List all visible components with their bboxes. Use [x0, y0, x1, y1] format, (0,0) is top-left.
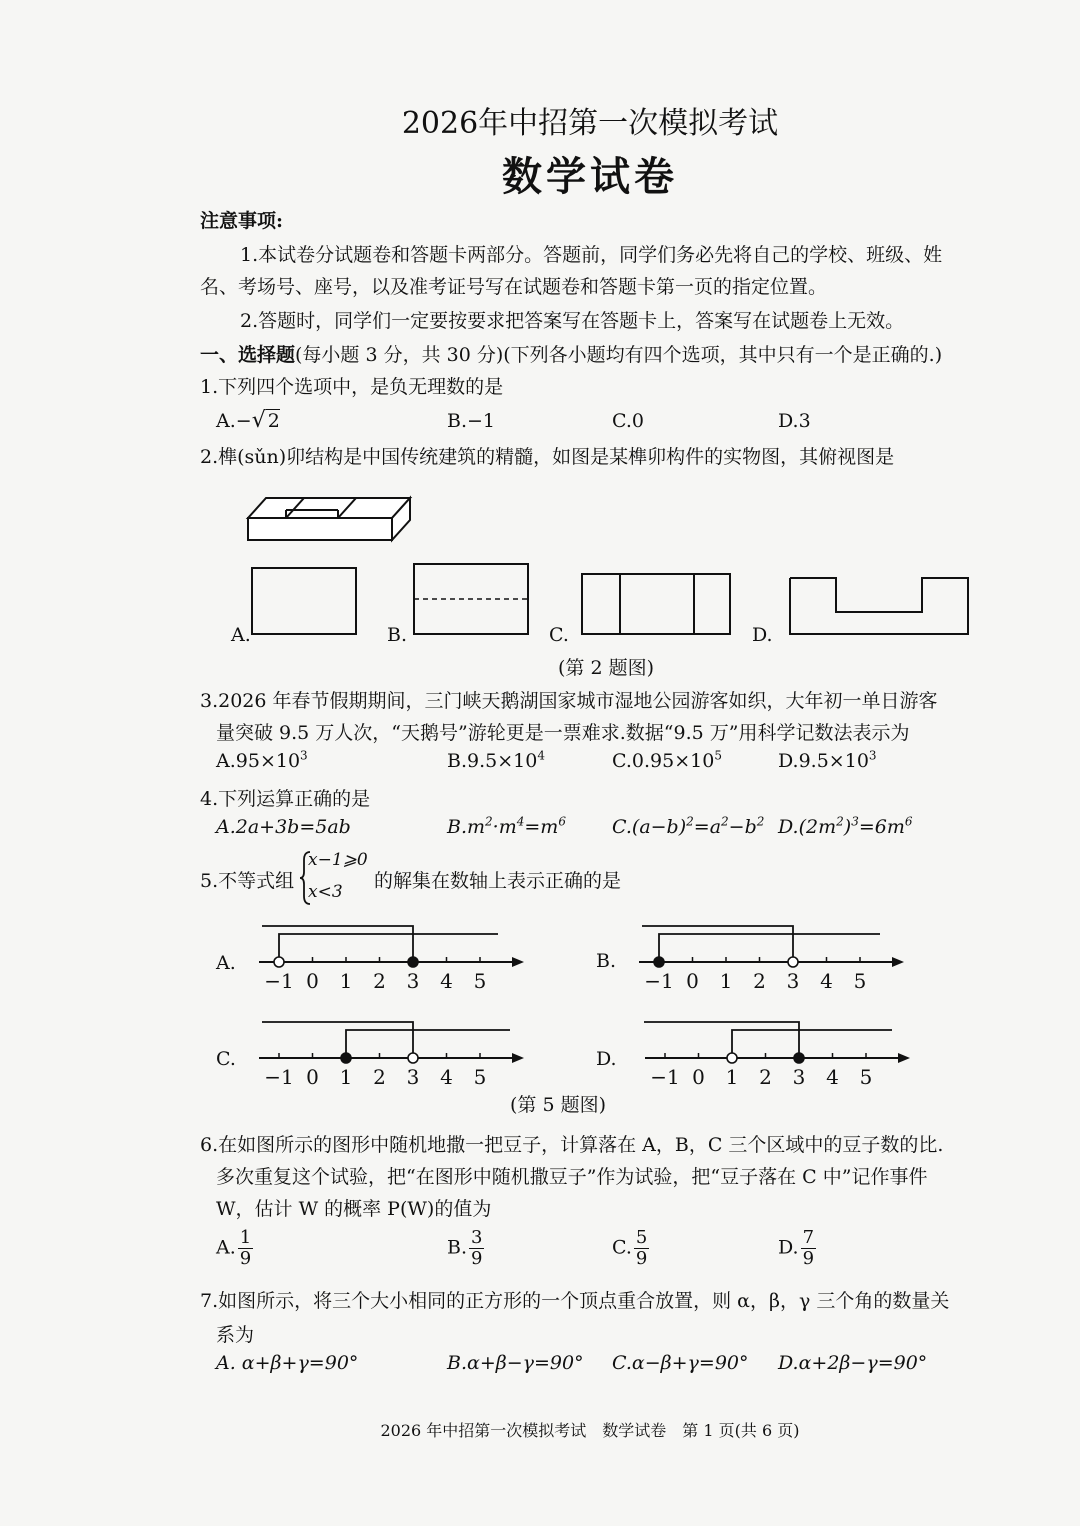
- q2-caption: (第 2 题图): [558, 657, 654, 679]
- notes-item1-line2: 名、考场号、座号，以及准考证号写在试题卷和答题卡第一页的指定位置。: [200, 276, 828, 298]
- closed-endpoint-icon: [408, 957, 418, 967]
- q7-line1: 7.如图所示，将三个大小相同的正方形的一个顶点重合放置，则 α，β，γ 三个角的数量关: [200, 1290, 950, 1312]
- solution-bracket-right: [262, 1022, 413, 1058]
- q5-stem-suffix: 的解集在数轴上表示正确的是: [374, 870, 622, 892]
- q1-option-b: B.−1: [447, 410, 496, 432]
- axis-arrow-icon: [892, 957, 904, 967]
- q1-a-prefix: A.−: [216, 410, 252, 432]
- solution-bracket-right: [642, 926, 793, 962]
- q3-line2: 量突破 9.5 万人次，“天鹅号”游轮更是一票难求.数据“9.5 万”用科学记数法表示为: [216, 722, 910, 744]
- tick-label: 0: [306, 1065, 319, 1089]
- q5-label-c: C.: [216, 1048, 236, 1070]
- q2-option-c-shape: [582, 574, 730, 634]
- tick-label: 4: [440, 969, 453, 993]
- q5-label-b: B.: [596, 950, 617, 972]
- notes-heading: 注意事项:: [200, 210, 284, 232]
- q7-option-c: C.α−β+γ=90°: [612, 1352, 749, 1374]
- tick-label: 0: [306, 969, 319, 993]
- q2-figure: [0, 480, 1080, 650]
- open-endpoint-icon: [788, 957, 798, 967]
- q4-option-d: $D.(2m^2)^3=6m^6$: [778, 814, 913, 838]
- tick-label: 2: [759, 1065, 772, 1089]
- q6-option-d: D. $\frac{7}{9}$: [778, 1227, 815, 1269]
- open-endpoint-icon: [274, 957, 284, 967]
- number-line-b: [639, 926, 904, 993]
- number-line-c: [259, 1022, 524, 1089]
- exam-subtitle: 数学试卷: [502, 153, 678, 200]
- number-line-d: [644, 1022, 910, 1089]
- solution-bracket-right: [644, 1022, 799, 1058]
- q1-a-radicand: 2: [267, 410, 280, 432]
- tick-label: 2: [373, 1065, 386, 1089]
- tick-label: 1: [339, 969, 353, 993]
- q4-option-b: $B.m^2\cdot m^4=m^6$: [447, 814, 566, 838]
- q4-option-c: $C.(a-b)^2=a^2-b^2$: [612, 814, 765, 838]
- q1-option-c: C.0: [612, 410, 644, 432]
- closed-endpoint-icon: [341, 1053, 351, 1063]
- tick-label: −1: [264, 1065, 294, 1089]
- q6-line2: 多次重复这个试验，把“在图形中随机撒豆子”作为试验，把“豆子落在 C 中”记作事件: [216, 1166, 928, 1188]
- q2-option-a-shape: [252, 568, 356, 634]
- tick-label: 5: [859, 1065, 873, 1089]
- section1-desc: (每小题 3 分，共 30 分)(下列各小题均有四个选项，其中只有一个是正确的.): [295, 344, 943, 366]
- notes-item1-line1: 1.本试卷分试题卷和答题卡两部分。答题前，同学们务必先将自己的学校、班级、姓: [240, 244, 943, 266]
- tick-label: 1: [725, 1065, 739, 1089]
- q3-line1: 3.2026 年春节假期期间，三门峡天鹅湖国家城市湿地公园游客如织，大年初一单日游客: [200, 690, 938, 712]
- solution-bracket-left: [346, 1030, 510, 1058]
- tick-label: 2: [373, 969, 386, 993]
- tick-label: −1: [644, 969, 674, 993]
- tick-label: 5: [853, 969, 867, 993]
- q6-option-c: C. $\frac{5}{9}$: [612, 1227, 648, 1269]
- sqrt-icon: √: [251, 408, 266, 433]
- number-line-a: [259, 926, 524, 993]
- open-endpoint-icon: [408, 1053, 418, 1063]
- tick-label: 3: [406, 969, 420, 993]
- axis-arrow-icon: [512, 1053, 524, 1063]
- tick-label: −1: [264, 969, 294, 993]
- tick-label: 3: [406, 1065, 420, 1089]
- closed-endpoint-icon: [654, 957, 664, 967]
- tick-label: 4: [826, 1065, 839, 1089]
- tick-label: 0: [692, 1065, 705, 1089]
- notes-item2: 2.答题时，同学们一定要按要求把答案写在答题卡上，答案写在试题卷上无效。: [240, 310, 905, 332]
- tick-label: 3: [792, 1065, 806, 1089]
- q6-line3: W，估计 W 的概率 P(W)的值为: [216, 1198, 492, 1220]
- q7-line2: 系为: [216, 1324, 255, 1346]
- section1-header: [200, 340, 942, 367]
- q3-option-d: $D.9.5\times 10^3$: [778, 748, 877, 772]
- tick-label: −1: [650, 1065, 680, 1089]
- q6-option-b: B. $\frac{3}{9}$: [447, 1227, 483, 1269]
- tick-label: 1: [339, 1065, 353, 1089]
- solution-bracket-right: [262, 926, 413, 962]
- q7-option-a: A. α+β+γ=90°: [216, 1352, 359, 1374]
- tick-label: 5: [473, 1065, 487, 1089]
- q6-option-a: A. $\frac{1}{9}$: [216, 1227, 252, 1269]
- q2-label-d: D.: [752, 624, 773, 646]
- q7-option-d: D.α+2β−γ=90°: [778, 1352, 928, 1374]
- q5-label-a: A.: [216, 952, 236, 974]
- open-endpoint-icon: [727, 1053, 737, 1063]
- q5-label-d: D.: [596, 1048, 617, 1070]
- solution-bracket-left: [732, 1030, 892, 1058]
- q6-line1: 6.在如图所示的图形中随机地撒一把豆子，计算落在 A，B，C 三个区域中的豆子数的比.: [200, 1134, 944, 1156]
- tick-label: 2: [753, 969, 766, 993]
- tick-label: 1: [719, 969, 733, 993]
- q3-option-b: $B.9.5\times 10^4$: [447, 748, 545, 772]
- q2-stem: 2.榫(sǔn)卯结构是中国传统建筑的精髓，如图是某榫卯构件的实物图，其俯视图是: [200, 446, 895, 468]
- tick-label: 5: [473, 969, 487, 993]
- q1-option-a: [216, 408, 280, 433]
- section1-title: 一、选择题: [200, 344, 296, 366]
- axis-arrow-icon: [898, 1053, 910, 1063]
- tick-label: 4: [440, 1065, 453, 1089]
- q4-option-a: A.2a+3b=5ab: [216, 816, 351, 838]
- q3-option-a: $A.95\times 10^3$: [216, 748, 308, 772]
- axis-arrow-icon: [512, 957, 524, 967]
- q1-stem: 1.下列四个选项中，是负无理数的是: [200, 376, 504, 398]
- q5-number-lines: [0, 910, 1080, 1100]
- page-footer: 2026 年中招第一次模拟考试 数学试卷 第 1 页(共 6 页): [380, 1421, 800, 1440]
- q2-label-b: B.: [387, 624, 408, 646]
- tick-label: 4: [820, 969, 833, 993]
- tenon-block-drawing: [248, 498, 410, 540]
- q5-caption: (第 5 题图): [510, 1094, 606, 1116]
- q4-stem: 4.下列运算正确的是: [200, 788, 371, 810]
- q3-option-c: $C.0.95\times 10^5$: [612, 748, 722, 772]
- tick-label: 3: [786, 969, 800, 993]
- q5-ineq1: x−1⩾0: [308, 850, 368, 870]
- q2-option-d-shape: [790, 578, 968, 634]
- q5-ineq2: x<3: [308, 882, 343, 902]
- q7-option-b: B.α+β−γ=90°: [447, 1352, 584, 1374]
- q5-stem-prefix: 5.不等式组: [200, 870, 295, 892]
- q1-option-d: D.3: [778, 410, 811, 432]
- q2-label-c: C.: [549, 624, 569, 646]
- exam-title: 2026年中招第一次模拟考试: [401, 106, 779, 141]
- closed-endpoint-icon: [794, 1053, 804, 1063]
- q2-label-a: A.: [231, 624, 251, 646]
- tick-label: 0: [686, 969, 699, 993]
